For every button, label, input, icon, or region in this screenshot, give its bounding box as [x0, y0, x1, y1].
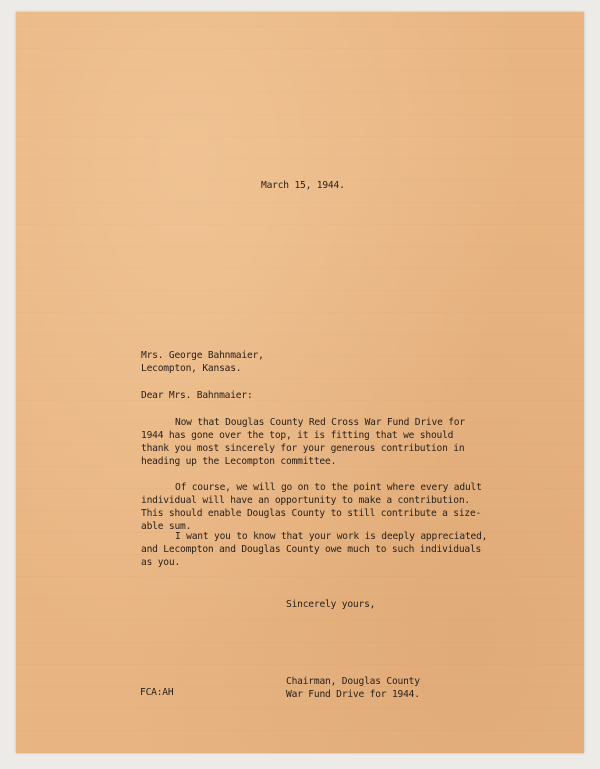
salutation: Dear Mrs. Bahnmaier: — [141, 390, 253, 401]
paragraph-line: 1944 has gone over the top, it is fitting that we should — [141, 430, 454, 441]
reference-initials: FCA:AH — [140, 687, 174, 698]
closing: Sincerely yours, — [286, 599, 376, 610]
signature-line-1: Chairman, Douglas County — [286, 676, 420, 687]
recipient-name: Mrs. George Bahnmaier, — [141, 350, 264, 361]
paragraph-line: I want you to know that your work is deeply appreciated, — [175, 531, 488, 542]
paragraph-line: individual will have an opportunity to make a contribution. — [141, 495, 470, 506]
paragraph-line: Of course, we will go on to the point where every adult — [175, 482, 482, 493]
paragraph-line: heading up the Lecompton committee. — [141, 456, 337, 467]
signature-line-2: War Fund Drive for 1944. — [286, 689, 420, 700]
paragraph-line: and Lecompton and Douglas County owe much to such individuals — [141, 544, 482, 555]
paragraph-line: Now that Douglas County Red Cross War Fund Drive for — [175, 417, 465, 428]
paragraph-line: as you. — [141, 557, 181, 568]
letter-page — [16, 12, 584, 753]
paragraph-line: able sum. — [141, 521, 192, 532]
paragraph-line: This should enable Douglas County to still contribute a size- — [141, 508, 482, 519]
recipient-address: Lecompton, Kansas. — [141, 363, 242, 374]
paragraph-line: thank you most sincerely for your generous contribution in — [141, 443, 465, 454]
letter-date: March 15, 1944. — [261, 180, 345, 191]
